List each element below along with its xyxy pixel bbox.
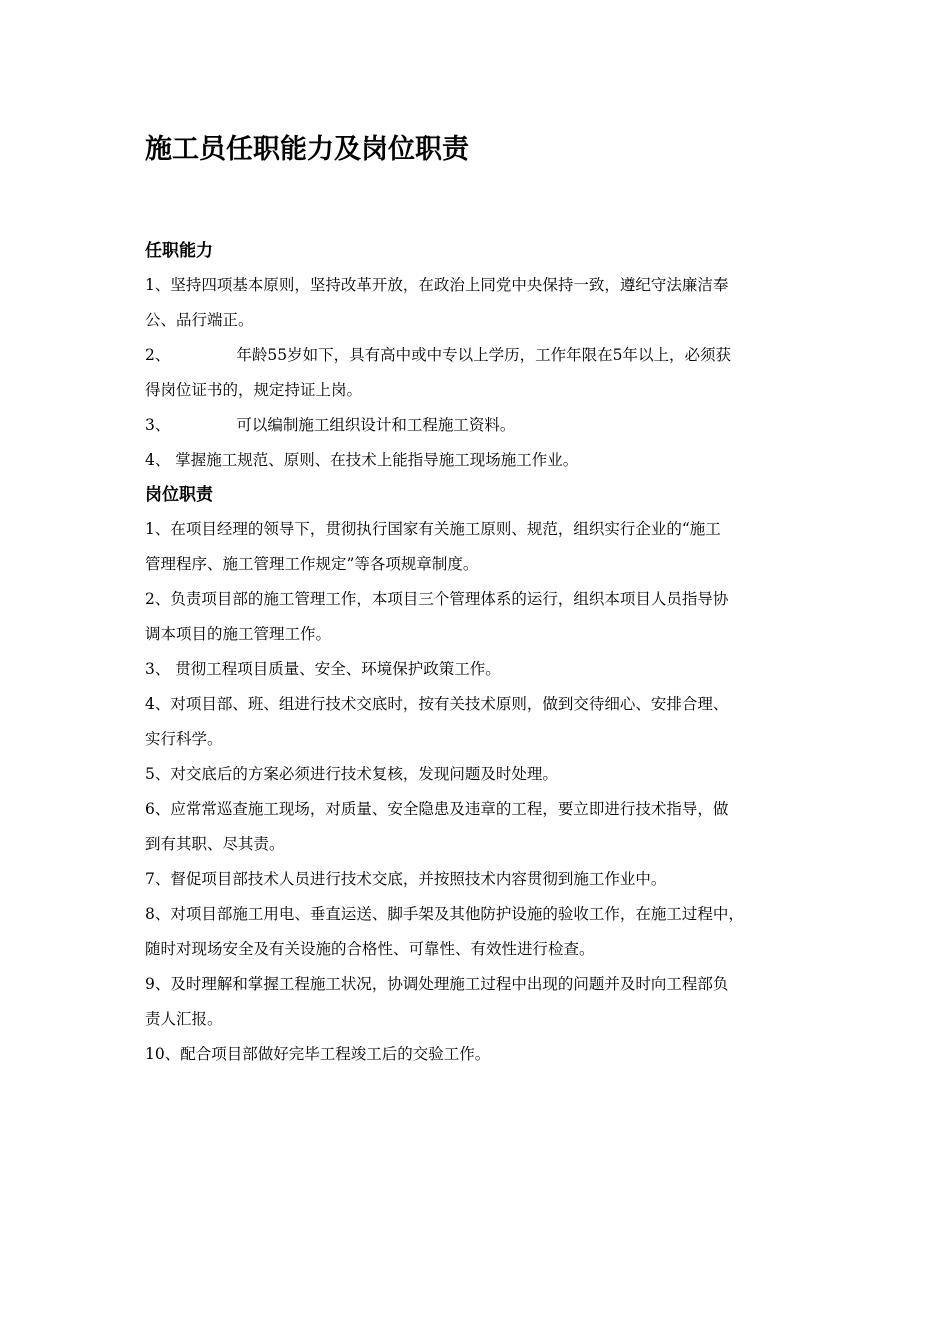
duty-item-9-line-1	[145, 967, 825, 1002]
duty-item-1-line-2: 管理程序、施工管理工作规定”等各项规章制度。	[145, 555, 479, 573]
section-heading-qualifications: 任职能力	[145, 241, 213, 261]
duty-item-4-line-2: 实行科学。	[145, 730, 223, 748]
duty-item-8-line-2: 随时对现场安全及有关设施的合格性、可靠性、有效性进行检查。	[145, 940, 595, 958]
document-body	[145, 234, 825, 1072]
duty-item-3-line-1	[145, 652, 825, 687]
item-number: 1、	[145, 520, 171, 538]
duty-item-5-line-1	[145, 757, 825, 792]
duty-item-4-line-1	[145, 687, 825, 722]
duty-item-2-line-2: 调本项目的施工管理工作。	[145, 625, 332, 643]
section-heading-responsibilities: 岗位职责	[145, 485, 213, 505]
item-number: 2、	[145, 346, 171, 364]
duty-item-8-line-1	[145, 897, 825, 932]
item-text: 及时理解和掌握工程施工状况，协调处理施工过程中出现的问题并及时向工程部负	[170, 975, 729, 993]
item-text: 应常常巡查施工现场，对质量、安全隐患及违章的工程，要立即进行技术指导，做	[170, 800, 729, 818]
duty-item-10-line-1	[145, 1037, 825, 1072]
qualification-item-2-line-1	[145, 338, 825, 373]
item-number: 2、	[145, 590, 171, 608]
item-number: 7、	[145, 870, 171, 888]
item-number: 10、	[145, 1045, 181, 1063]
qualification-item-1-line-1	[145, 268, 825, 303]
item-text: 负责项目部的施工管理工作，本项目三个管理体系的运行，组织本项目人员指导协	[170, 590, 729, 608]
item-text: 可以编制施工组织设计和工程施工资料。	[236, 416, 516, 434]
duty-item-6-line-1	[145, 792, 825, 827]
item-text: 对交底后的方案必须进行技术复核，发现问题及时处理。	[170, 765, 558, 783]
qualification-item-1-line-2: 公、品行端正。	[145, 311, 254, 329]
item-text: 配合项目部做好完毕工程竣工后的交验工作。	[180, 1045, 491, 1063]
item-number: 9、	[145, 975, 171, 993]
duty-item-7-line-1	[145, 862, 825, 897]
item-text: 坚持四项基本原则，坚持改革开放，在政治上同党中央保持一致，遵纪守法廉洁奉	[170, 276, 729, 294]
qualification-item-2-line-2: 得岗位证书的，规定持证上岗。	[145, 381, 363, 399]
duty-item-6-line-2: 到有其职、尽其责。	[145, 835, 285, 853]
item-number: 4、	[145, 695, 171, 713]
item-number: 4、	[145, 451, 171, 469]
qualification-item-4-line-1	[145, 443, 825, 478]
duty-item-2-line-1	[145, 582, 825, 617]
item-number: 5、	[145, 765, 171, 783]
item-text: 对项目部、班、组进行技术交底时，按有关技术原则，做到交待细心、安排合理、	[170, 695, 729, 713]
document-title: 施工员任职能力及岗位职责	[145, 134, 469, 165]
item-number: 3、	[145, 416, 171, 434]
duty-item-9-line-2: 责人汇报。	[145, 1010, 223, 1028]
item-text: 掌握施工规范、原则、在技术上能指导施工现场施工作业。	[170, 451, 579, 469]
item-text: 在项目经理的领导下，贯彻执行国家有关施工原则、规范，组织实行企业的“施工	[170, 520, 721, 538]
item-text: 对项目部施工用电、垂直运送、脚手架及其他防护设施的验收工作，在施工过程中，	[170, 905, 744, 923]
item-number: 3、	[145, 660, 171, 678]
item-text: 年龄55岁如下，具有高中或中专以上学历，工作年限在5年以上，必须获	[236, 346, 731, 364]
item-number: 8、	[145, 905, 171, 923]
duty-item-1-line-1	[145, 512, 825, 547]
item-text: 贯彻工程项目质量、安全、环境保护政策工作。	[170, 660, 501, 678]
item-number: 6、	[145, 800, 171, 818]
item-text: 督促项目部技术人员进行技术交底，并按照技术内容贯彻到施工作业中。	[170, 870, 667, 888]
qualification-item-3-line-1	[145, 408, 825, 443]
item-number: 1、	[145, 276, 171, 294]
